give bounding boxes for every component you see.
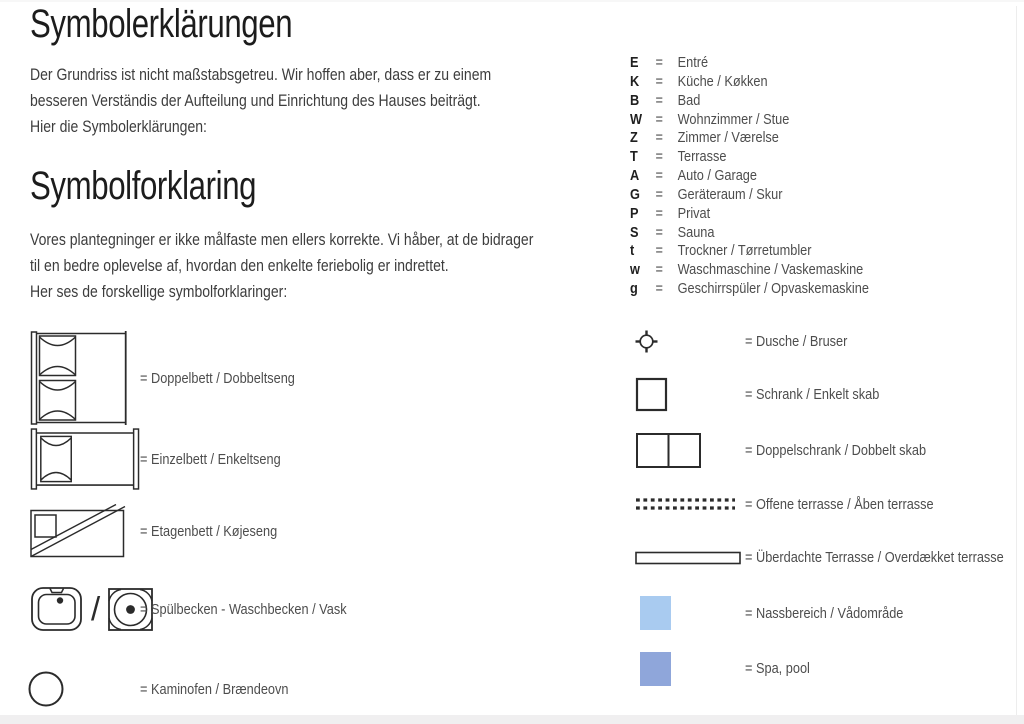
symbol-label: = Doppelbett / Dobbeltseng bbox=[140, 369, 295, 387]
page-edge-bottom bbox=[0, 715, 1024, 724]
abbreviation-list bbox=[630, 54, 869, 299]
abbr-eq: = bbox=[655, 185, 663, 203]
abbr-label: Wohnzimmer / Stue bbox=[677, 110, 790, 128]
abbr-label: Trockner / Tørretumbler bbox=[677, 242, 812, 260]
legend-row-sink bbox=[30, 580, 383, 638]
spa-pool-swatch bbox=[640, 652, 671, 686]
page-title-german: Symbolerklärungen bbox=[30, 2, 293, 46]
abbr-letter: g bbox=[630, 280, 638, 298]
legend-row-wet-area bbox=[630, 595, 931, 631]
legend-row-shower bbox=[630, 328, 865, 354]
intro-danish-line3: Her ses de forskellige symbolforklaringer: bbox=[30, 283, 288, 301]
abbr-eq: = bbox=[655, 167, 663, 185]
page-title-danish: Symbolforklaring bbox=[30, 164, 257, 208]
sink-icons-group bbox=[30, 584, 140, 634]
abbr-eq: = bbox=[655, 72, 663, 90]
abbr-letter: E bbox=[630, 54, 639, 71]
abbr-letter: W bbox=[630, 110, 643, 128]
symbol-label: = Spülbecken - Waschbecken / Vask bbox=[140, 600, 347, 618]
abbr-letter: A bbox=[630, 167, 640, 185]
abbr-label: Entré bbox=[677, 54, 709, 71]
single-closet-icon bbox=[630, 377, 745, 412]
abbr-label: Geschirrspüler / Opvaskemaskine bbox=[677, 280, 869, 298]
abbr-eq: = bbox=[655, 223, 663, 241]
symbol-label: = Überdachte Terrasse / Overdækket terrasse bbox=[745, 549, 1004, 566]
abbr-letter: w bbox=[630, 261, 640, 279]
abbr-eq: = bbox=[655, 148, 663, 166]
intro-danish-line2: til en bedre oplevelse af, hvordan den enkelte feriebolig er indrettet. bbox=[30, 257, 449, 275]
legend-row-double-closet bbox=[630, 432, 958, 468]
abbr-label: Zimmer / Værelse bbox=[677, 129, 779, 147]
abbr-row-livingroom bbox=[630, 111, 869, 130]
intro-german-line3: Hier die Symbolerklärungen: bbox=[30, 118, 207, 136]
symbol-label: = Spa, pool bbox=[745, 660, 810, 677]
abbr-row-private bbox=[630, 205, 869, 224]
abbr-row-terrace bbox=[630, 148, 869, 167]
abbr-letter: Z bbox=[630, 129, 638, 147]
abbr-eq: = bbox=[655, 110, 663, 128]
abbr-row-dryer bbox=[630, 242, 869, 261]
abbr-row-entree bbox=[630, 54, 869, 73]
abbr-label: Privat bbox=[677, 204, 711, 222]
abbr-row-dishwasher bbox=[630, 280, 869, 299]
abbr-row-kitchen bbox=[630, 73, 869, 92]
double-closet-icon bbox=[630, 432, 745, 469]
symbol-label: = Einzelbett / Enkeltseng bbox=[140, 450, 281, 468]
intro-german-line2: besseren Verständis der Aufteilung und Einrichtung des Hauses beiträgt. bbox=[30, 92, 481, 110]
symbol-label: = Nassbereich / Vådområde bbox=[745, 604, 904, 622]
legend-row-covered-terrace bbox=[630, 549, 1024, 566]
symbol-label: = Doppelschrank / Dobbelt skab bbox=[745, 441, 927, 459]
page-edge-right bbox=[1016, 6, 1017, 715]
abbr-label: Waschmaschine / Vaskemaskine bbox=[677, 261, 864, 279]
intro-danish bbox=[30, 227, 622, 305]
symbol-label: = Schrank / Enkelt skab bbox=[745, 386, 880, 403]
abbr-eq: = bbox=[655, 129, 663, 147]
covered-terrace-icon bbox=[630, 551, 745, 565]
abbr-letter: P bbox=[630, 204, 639, 222]
wet-area-swatch bbox=[640, 596, 671, 630]
abbr-eq: = bbox=[655, 261, 663, 279]
symbol-label: = Offene terrasse / Åben terrasse bbox=[745, 495, 934, 513]
bunk-bed-icon bbox=[30, 504, 140, 558]
abbr-label: Auto / Garage bbox=[677, 167, 757, 185]
abbr-eq: = bbox=[655, 54, 663, 71]
legend-row-bunk-bed bbox=[30, 502, 301, 560]
legend-row-double-bed bbox=[30, 330, 322, 426]
abbr-row-bath bbox=[630, 92, 869, 111]
open-terrace-icon bbox=[630, 497, 745, 512]
symbol-label: = Etagenbett / Køjeseng bbox=[140, 522, 278, 540]
symbol-label: = Dusche / Bruser bbox=[745, 332, 848, 350]
abbr-label: Terrasse bbox=[677, 148, 727, 166]
abbr-label: Geräteraum / Skur bbox=[677, 185, 783, 203]
symbol-label: = Kaminofen / Brændeovn bbox=[140, 680, 289, 698]
abbr-row-washer bbox=[630, 261, 869, 280]
abbr-letter: S bbox=[630, 223, 639, 241]
legend-row-spa-pool bbox=[630, 650, 821, 687]
slash-separator: / bbox=[91, 590, 101, 627]
abbr-label: Küche / Køkken bbox=[677, 72, 768, 90]
legend-row-stove bbox=[30, 670, 315, 708]
intro-danish-line1: Vores plantegninger er ikke målfaste men ellers korrekte. Vi håber, at de bidrager bbox=[30, 231, 534, 249]
abbr-letter: t bbox=[630, 242, 635, 260]
abbr-letter: K bbox=[630, 72, 640, 90]
spa-pool-cell bbox=[630, 652, 745, 686]
abbr-eq: = bbox=[655, 280, 663, 298]
abbr-row-shed bbox=[630, 186, 869, 205]
legend-row-open-terrace bbox=[630, 494, 967, 514]
abbr-letter: G bbox=[630, 185, 640, 203]
abbr-label: Bad bbox=[677, 91, 701, 109]
kitchen-sink-icon bbox=[30, 584, 84, 634]
abbr-eq: = bbox=[655, 91, 663, 109]
abbr-row-garage bbox=[630, 167, 869, 186]
legend-row-single-bed bbox=[30, 426, 306, 492]
intro-german bbox=[30, 62, 573, 140]
abbr-row-sauna bbox=[630, 224, 869, 243]
double-bed-icon bbox=[30, 331, 140, 425]
single-bed-icon bbox=[30, 428, 140, 490]
wood-stove-icon bbox=[30, 670, 140, 708]
abbr-row-room bbox=[630, 129, 869, 148]
abbr-letter: B bbox=[630, 91, 640, 109]
abbr-label: Sauna bbox=[677, 223, 715, 241]
shower-icon bbox=[630, 330, 745, 353]
abbr-eq: = bbox=[655, 204, 663, 222]
abbr-letter: T bbox=[630, 148, 638, 166]
wet-area-cell bbox=[630, 596, 745, 630]
legend-row-single-closet bbox=[630, 377, 903, 412]
abbr-eq: = bbox=[655, 242, 663, 260]
intro-german-line1: Der Grundriss ist nicht maßstabsgetreu. Wir hoffen aber, dass er zu einem bbox=[30, 66, 492, 84]
